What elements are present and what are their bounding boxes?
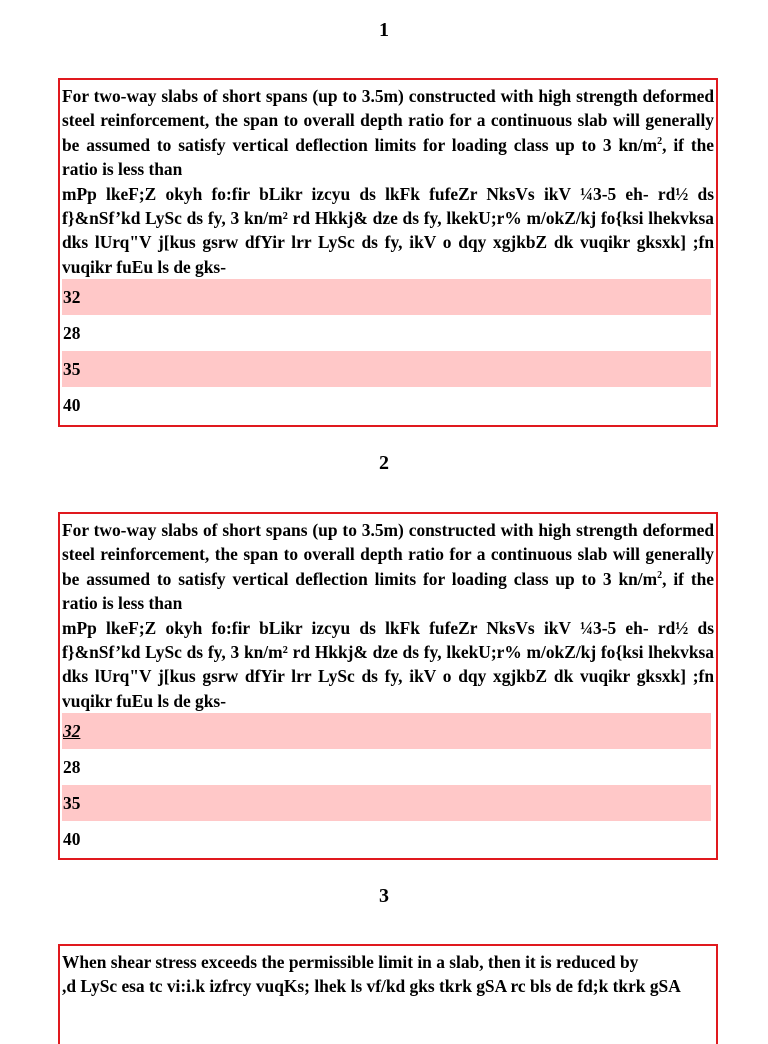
question-card (58, 78, 718, 427)
superscript-two: 2 (657, 569, 663, 581)
question-english-pre: For two-way slabs of short spans (up to 3.5m) constructed with high strength deformed steel reinforcement, the span to overall depth ratio for a continuous slab will generally be assumed to satisfy vertical deflection limits for loading class up to 3 kn/m (62, 520, 714, 589)
option-b[interactable] (62, 315, 711, 351)
option-label: 32 (63, 287, 81, 308)
question-text (62, 84, 714, 279)
question-english-pre: For two-way slabs of short spans (up to 3.5m) constructed with high strength deformed steel reinforcement, the span to overall depth ratio for a continuous slab will generally be assumed to satisfy vertical deflection limits for loading class up to 3 kn/m (62, 86, 714, 155)
question-english (62, 84, 714, 182)
option-label: 28 (63, 757, 81, 778)
options-list (62, 279, 714, 423)
option-c[interactable] (62, 351, 711, 387)
superscript-two: 2 (657, 135, 663, 147)
question-card (58, 944, 718, 1044)
question-text (62, 950, 714, 999)
option-label: 40 (63, 395, 81, 416)
option-label: 28 (63, 323, 81, 344)
question-text (62, 518, 714, 713)
option-label: 40 (63, 829, 81, 850)
question-hindi: ,d LySc esa tc vi:i.k izfrcy vuqKs; lhek ls vf/kd gks tkrk gSA rc bls de fd;k tkrk gSA (62, 976, 681, 997)
question-number: 1 (379, 19, 389, 41)
option-d[interactable] (62, 387, 711, 423)
option-a-correct[interactable] (62, 713, 711, 749)
option-label: 35 (63, 359, 81, 380)
question-number: 3 (379, 885, 389, 907)
option-label: 35 (63, 793, 81, 814)
question-card (58, 512, 718, 860)
question-english-post: , if the ratio is less than (62, 134, 714, 180)
question-english: When shear stress exceeds the permissible limit in a slab, then it is reduced by (62, 952, 639, 972)
option-a[interactable] (62, 279, 711, 315)
question-english-post: , if the ratio is less than (62, 568, 714, 614)
option-label: 32 (63, 721, 81, 742)
options-list (62, 713, 714, 857)
question-english (62, 518, 714, 616)
option-b[interactable] (62, 749, 711, 785)
option-c[interactable] (62, 785, 711, 821)
question-hindi: mPp lkeF;Z okyh fo:fir bLikr izcyu ds lkFk fufeZr NksVs ikV ¼3-5 eh- rd½ ds f}&nSf’kd LySc ds fy, 3 kn/m² rd Hkkj& dze ds fy, lkekU;r% m/okZ/kj fo{ksi lhekvksa dks lUrq"V j[kus gsrw dfYir lrr LySc ds fy, ikV o dqy xgjkbZ dk vuqikr gksxk] ;fn vuqikr fuEu ls de gks- (62, 183, 714, 277)
question-number: 2 (379, 452, 389, 474)
option-d[interactable] (62, 821, 711, 857)
question-hindi: mPp lkeF;Z okyh fo:fir bLikr izcyu ds lkFk fufeZr NksVs ikV ¼3-5 eh- rd½ ds f}&nSf’kd LySc ds fy, 3 kn/m² rd Hkkj& dze ds fy, lkekU;r% m/okZ/kj fo{ksi lhekvksa dks lUrq"V j[kus gsrw dfYir lrr LySc ds fy, ikV o dqy xgjkbZ dk vuqikr gksxk] ;fn vuqikr fuEu ls de gks- (62, 617, 714, 711)
